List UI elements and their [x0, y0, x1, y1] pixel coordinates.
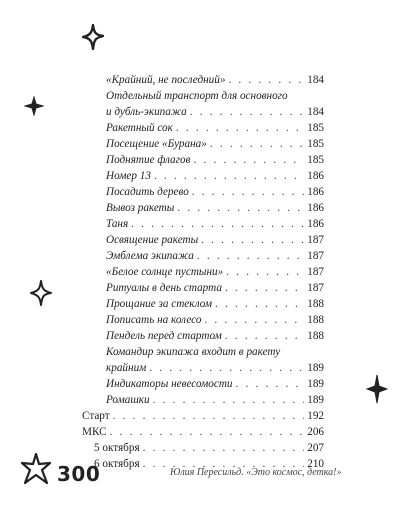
toc-entry-page: 187: [307, 282, 324, 294]
leader-dots: [131, 216, 304, 232]
toc-entry-title: Пописать на колесо: [106, 314, 202, 326]
toc-entry-page: 185: [307, 138, 324, 150]
toc-entry-page: 184: [307, 74, 324, 86]
toc-entry-title: Отдельный транспорт для основного: [106, 90, 288, 102]
toc-entry: [82, 408, 324, 424]
leader-dots: [192, 184, 304, 200]
toc-entry: [106, 328, 324, 344]
toc-entry-title-continuation: и дубль-экипажа: [106, 106, 187, 118]
leader-dots: [190, 104, 305, 120]
toc-entry-page: 187: [307, 266, 324, 278]
toc-entry-page: 186: [307, 202, 324, 214]
toc-entry-title: Посадить дерево: [106, 186, 189, 198]
toc-entry-page: 189: [307, 394, 324, 406]
leader-dots: [197, 248, 304, 264]
hand-drawn-star-icon: [24, 96, 44, 116]
leader-dots: [143, 440, 305, 456]
toc-entry: [106, 360, 324, 376]
toc-entry-page: 188: [307, 330, 324, 342]
toc-entry-title: 5 октября: [94, 442, 140, 454]
toc-entry-page: 207: [307, 442, 324, 454]
toc-entry-page: 184: [307, 106, 324, 118]
hand-drawn-star-icon: [366, 374, 388, 404]
toc-entry: [106, 312, 324, 328]
toc-entry: [106, 136, 324, 152]
toc-entry: [94, 440, 324, 456]
toc-entry: [106, 280, 324, 296]
toc-entry: [106, 184, 324, 200]
leader-dots: [225, 328, 304, 344]
toc-entry-page: 189: [307, 378, 324, 390]
toc-entry: [106, 248, 324, 264]
toc-entry-title: Вывоз ракеты: [106, 202, 175, 214]
toc-entry: [106, 200, 324, 216]
toc-entry: [106, 72, 324, 88]
toc-entry: [106, 216, 324, 232]
toc-entry-title: Старт: [82, 410, 110, 422]
toc-entry-page: 206: [307, 426, 324, 438]
leader-dots: [226, 264, 304, 280]
page-number: 300: [57, 462, 101, 486]
toc-entry-title: «Крайний, не последний»: [106, 74, 226, 86]
leader-dots: [225, 280, 304, 296]
hand-drawn-star-icon: [82, 24, 104, 50]
leader-dots: [210, 136, 304, 152]
toc-entry-page: 186: [307, 170, 324, 182]
toc-entry: [106, 152, 324, 168]
toc-entry-title: Поднятие флагов: [106, 154, 191, 166]
hand-drawn-star-icon: [20, 452, 52, 486]
leader-dots: [193, 152, 304, 168]
toc-entry-title: МКС: [82, 426, 107, 438]
toc-entry-title: Таня: [106, 218, 129, 230]
toc-entry-page: 186: [307, 186, 324, 198]
toc-entry-page: 210: [307, 458, 324, 470]
toc-entry: [106, 232, 324, 248]
leader-dots: [113, 408, 305, 424]
toc-entry-title: Ромашки: [106, 394, 150, 406]
toc-entry-page: 188: [307, 298, 324, 310]
toc-entry-page: 185: [307, 122, 324, 134]
leader-dots: [204, 312, 304, 328]
hand-drawn-star-icon: [30, 280, 52, 306]
toc-entry-title: «Белое солнце пустыни»: [106, 266, 224, 278]
leader-dots: [153, 392, 305, 408]
toc-entry: [106, 264, 324, 280]
toc-entry-title: Эмблема экипажа: [106, 250, 194, 262]
toc-entry: [82, 424, 324, 440]
leader-dots: [228, 72, 304, 88]
toc-entry: [106, 296, 324, 312]
toc-entry: [106, 168, 324, 184]
running-title: Юлия Пересильд. «Это космос, детка!»: [170, 467, 342, 478]
toc-entry-title: Индикаторы невесомости: [106, 378, 233, 390]
leader-dots: [149, 360, 304, 376]
leader-dots: [215, 296, 304, 312]
toc-entry-title: Прощание за стеклом: [106, 298, 213, 310]
leader-dots: [177, 200, 304, 216]
toc-entry-title: 6 октября: [94, 458, 140, 470]
toc-entry: [106, 392, 324, 408]
toc-entry-page: 189: [307, 362, 324, 374]
toc-entry: [106, 120, 324, 136]
toc-entry-page: 187: [307, 234, 324, 246]
toc-entry-title: Командир экипажа входит в ракету: [106, 346, 281, 358]
toc-entry-title: Пендель перед стартом: [106, 330, 222, 342]
toc-entry-page: 192: [307, 410, 324, 422]
leader-dots: [110, 424, 305, 440]
toc-entry-title: Освящение ракеты: [106, 234, 199, 246]
toc-entry-page: 185: [307, 154, 324, 166]
toc-entry-page: 186: [307, 218, 324, 230]
leader-dots: [154, 168, 304, 184]
leader-dots: [201, 232, 304, 248]
toc-entry: [106, 376, 324, 392]
toc-entry: [106, 104, 324, 120]
leader-dots: [236, 376, 305, 392]
leader-dots: [176, 120, 304, 136]
toc-entry-title: Ритуалы в день старта: [106, 282, 222, 294]
toc-entry-title: Ракетный сок: [106, 122, 173, 134]
toc-entry-title: Посещение «Бурана»: [106, 138, 207, 150]
toc-entry-page: 188: [307, 314, 324, 326]
toc-entry-page: 187: [307, 250, 324, 262]
toc-entry-title: Номер 13: [106, 170, 151, 182]
toc-entry-title-continuation: крайним: [106, 362, 147, 374]
